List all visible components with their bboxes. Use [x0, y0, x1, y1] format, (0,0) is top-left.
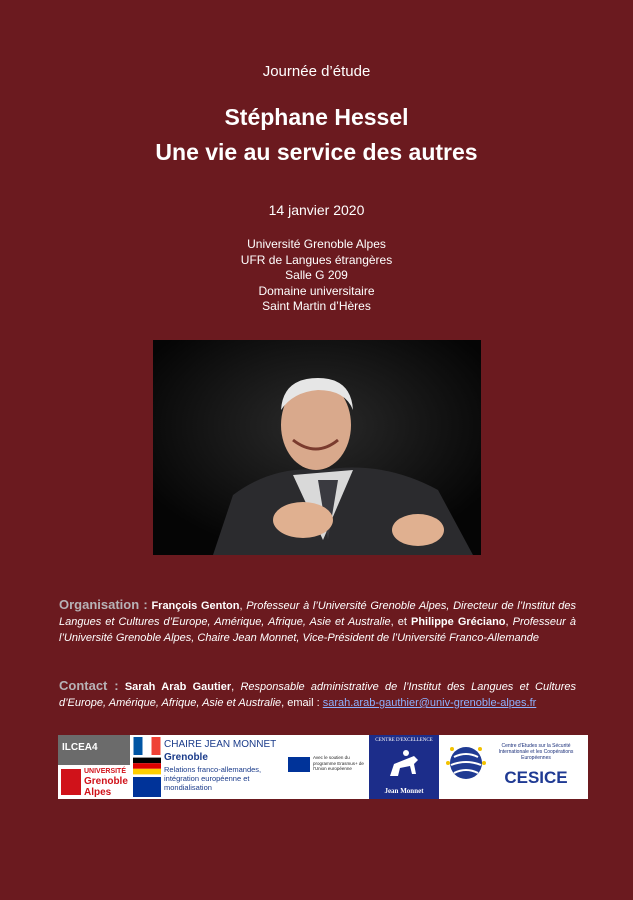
- organiser-1-name: François Genton: [151, 600, 240, 612]
- contact-name: Sarah Arab Gautier: [124, 681, 232, 693]
- venue-faculty: UFR de Langues étrangères: [240, 252, 393, 267]
- portrait-photo: [153, 340, 481, 555]
- cesice-acronym: CESICE: [504, 768, 568, 787]
- horse-rider-icon: [384, 746, 424, 784]
- venue-block: [0, 237, 633, 315]
- cesice-fullname: Centre d'Etudes sur la Sécurité Internationale et les Coopérations Européennes: [498, 743, 574, 761]
- french-flag-icon: [133, 737, 161, 755]
- uga-line3: Alpes: [84, 787, 112, 798]
- globe-icon: [446, 743, 486, 783]
- organiser-joiner: , et: [390, 616, 411, 628]
- organisation-paragraph: Organisation : François Genton, Professeur à l’Université Grenoble Alpes, Directeur de l’Institut des Langues et Cultures d’Europe, Amérique, Afrique, Asie et Australie, et Philippe Gréciano, Professeur à l’Université Grenoble Alpes, Chaire Jean Monnet, Vice-Président de l’Université Franco-Allemande: [59, 597, 577, 644]
- contact-role: Responsable administrative de l’Institut des Langues et Cultures d’Europe, Amérique, Afrique, Asie et Australie: [59, 681, 576, 709]
- email-label: , email :: [281, 697, 320, 709]
- partner-logos-strip: [58, 735, 588, 799]
- venue-campus: Domaine universitaire: [258, 283, 375, 298]
- uga-mark-icon: [61, 769, 81, 795]
- venue-university: Université Grenoble Alpes: [247, 237, 386, 251]
- contact-label: Contact :: [59, 678, 119, 693]
- contact-email-link[interactable]: sarah.arab-gauthier@univ-grenoble-alpes.fr: [322, 697, 537, 709]
- uga-line2: Grenoble: [84, 776, 128, 787]
- organiser-2-name: Philippe Gréciano: [410, 616, 506, 628]
- organisation-label: Organisation :: [59, 597, 148, 612]
- jm-title: CHAIRE JEAN MONNET: [164, 739, 277, 750]
- cesice-logo: [440, 735, 588, 799]
- uga-line1: UNIVERSITÉ: [84, 768, 127, 775]
- event-title: Stéphane Hessel: [224, 104, 409, 130]
- erasmus-logo: [284, 735, 368, 799]
- centre-excellence-logo: [369, 735, 439, 799]
- jm-description: Relations franco-allemandes, intégration européenne et mondialisation: [164, 765, 262, 792]
- jmo-line2: Jean Monnet: [384, 787, 424, 795]
- event-subtitle: Une vie au service des autres: [155, 139, 478, 165]
- ilcea-label: ILCEA4: [58, 735, 130, 765]
- eu-flag-icon: [133, 777, 161, 797]
- event-type: Journée d’étude: [262, 63, 371, 80]
- event-date: 14 janvier 2020: [268, 202, 365, 218]
- jmo-line1: CENTRE D'EXCELLENCE: [375, 738, 433, 743]
- portrait-illustration: [153, 340, 481, 555]
- venue-city: Saint Martin d’Hères: [262, 299, 371, 313]
- jm-city: Grenoble: [164, 752, 208, 763]
- german-flag-icon: [133, 757, 161, 775]
- chaire-jean-monnet-logo: [131, 735, 283, 799]
- erasmus-text: Avec le soutien du programme Erasmus+ de l'Union européenne: [313, 755, 364, 771]
- ilcea-uga-logo: [58, 735, 130, 799]
- organiser-2-role: Professeur à l’Université Grenoble Alpes, Chaire Jean Monnet, Vice-Président de l’Université Franco-Allemande: [59, 616, 576, 644]
- organiser-1-role: Professeur à l’Université Grenoble Alpes, Directeur de l’Institut des Langues et Cultures d’Europe, Amérique, Afrique, Asie et Australie: [59, 600, 577, 628]
- contact-paragraph: Contact : Sarah Arab Gautier, Responsable administrative de l’Institut des Langues et Cultures d’Europe, Amérique, Afrique, Asie et Australie, email : sarah.arab-gauthier@univ-grenoble-alpes.fr: [59, 678, 576, 709]
- eu-flag-icon: [288, 757, 310, 772]
- venue-room: Salle G 209: [285, 268, 348, 282]
